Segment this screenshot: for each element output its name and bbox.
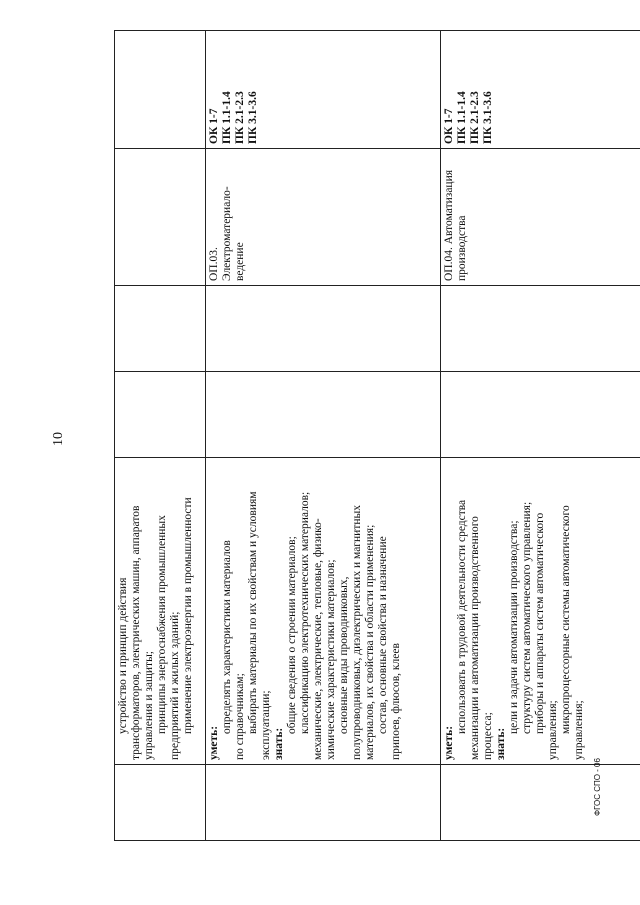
discipline-line: Электроматериало- bbox=[221, 186, 233, 281]
knowledge-line: структуру систем автоматического управления; bbox=[521, 501, 533, 734]
discipline-line: ОП.03. bbox=[208, 247, 220, 281]
cell-index bbox=[441, 765, 640, 841]
knowledge-line: полупроводниковых, диэлектрических и магнитных bbox=[351, 505, 363, 760]
competency-list bbox=[443, 35, 495, 144]
knowledge-line: выбирать материалы по их свойствам и условиям bbox=[247, 491, 259, 734]
knowledge-line: использовать в трудовой деятельности средства bbox=[456, 499, 468, 734]
cell-max-load bbox=[115, 372, 206, 458]
cell-competencies bbox=[206, 31, 441, 149]
cell-knowledge bbox=[115, 458, 206, 765]
cell-competencies bbox=[115, 31, 206, 149]
knowledge-line: предприятий и жилых зданий; bbox=[169, 611, 181, 760]
knowledge-line: основные виды проводниковых, bbox=[338, 576, 350, 734]
competency-code: ПК 1.1-1.4 bbox=[456, 91, 468, 144]
knowledge-line: механизации и автоматизации производственного bbox=[469, 516, 481, 760]
discipline-name bbox=[208, 153, 247, 281]
cell-hours bbox=[206, 286, 441, 372]
knowledge-heading: знать: bbox=[495, 727, 507, 760]
competency-code: ПК 3.1-3.6 bbox=[482, 91, 494, 144]
knowledge-line: трансформаторов, электрических машин, аппаратов bbox=[130, 505, 142, 760]
cell-discipline bbox=[115, 149, 206, 286]
cell-discipline bbox=[441, 149, 640, 286]
table-row-op03 bbox=[206, 31, 441, 841]
knowledge-line: материалов, их свойства и области применения; bbox=[364, 524, 376, 760]
competency-list bbox=[208, 35, 260, 144]
knowledge-heading: знать: bbox=[273, 727, 285, 760]
knowledge-line: микропроцессорные системы автоматического bbox=[560, 505, 572, 734]
knowledge-line: процесса; bbox=[482, 712, 494, 760]
cell-hours bbox=[441, 286, 640, 372]
table-row-electrical-tail bbox=[115, 31, 206, 841]
knowledge-line: принципы энергоснабжения промышленных bbox=[156, 515, 168, 734]
knowledge-line: химические характеристики материалов; bbox=[325, 559, 337, 760]
knowledge-line: состав, основные свойства и назначение bbox=[377, 536, 389, 734]
knowledge-line: общие сведения о строении материалов; bbox=[286, 536, 298, 734]
competency-code: ПК 2.1-2.3 bbox=[234, 91, 246, 144]
table-row-op04 bbox=[441, 31, 640, 841]
knowledge-line: цели и задачи автоматизации производства; bbox=[508, 520, 520, 734]
curriculum-table bbox=[114, 30, 640, 841]
knowledge-heading: уметь: bbox=[208, 725, 220, 760]
knowledge-line: приборы и аппараты систем автоматического bbox=[534, 512, 546, 734]
competency-code: ПК 3.1-3.6 bbox=[247, 91, 259, 144]
knowledge-line: классификацию электротехнических материалов; bbox=[299, 491, 311, 734]
knowledge-line: управления; bbox=[547, 700, 559, 760]
page-number: 10 bbox=[51, 432, 66, 446]
knowledge-heading: уметь: bbox=[443, 725, 455, 760]
discipline-line: производства bbox=[456, 215, 468, 281]
cell-max-load bbox=[441, 372, 640, 458]
knowledge-line: припоев, флюсов, клеев bbox=[390, 643, 402, 760]
cell-index bbox=[115, 765, 206, 841]
knowledge-line: по справочникам; bbox=[234, 673, 246, 760]
competency-code: ПК 1.1-1.4 bbox=[221, 91, 233, 144]
discipline-name bbox=[443, 153, 469, 281]
curriculum-table-rotated bbox=[114, 31, 640, 841]
cell-competencies bbox=[441, 31, 640, 149]
cell-max-load bbox=[206, 372, 441, 458]
knowledge-list bbox=[208, 462, 403, 760]
discipline-line: ведение bbox=[234, 242, 246, 281]
knowledge-line: механические, электрические, тепловые, физико- bbox=[312, 518, 324, 760]
cell-index bbox=[206, 765, 441, 841]
cell-hours bbox=[115, 286, 206, 372]
cell-knowledge bbox=[441, 458, 640, 765]
knowledge-line: устройство и принцип действия bbox=[117, 577, 129, 734]
cell-discipline bbox=[206, 149, 441, 286]
discipline-line: ОП.04. Автоматизация bbox=[443, 169, 455, 281]
competency-code: ОК 1-7 bbox=[443, 108, 455, 144]
knowledge-line: управления; bbox=[573, 700, 585, 760]
cell-knowledge bbox=[206, 458, 441, 765]
footer-code: ФГОС СПО - 06 bbox=[593, 758, 602, 816]
competency-code: ОК 1-7 bbox=[208, 108, 220, 144]
competency-code: ПК 2.1-2.3 bbox=[469, 91, 481, 144]
knowledge-line: эксплуатации; bbox=[260, 690, 272, 760]
knowledge-line: управления и защиты; bbox=[143, 651, 155, 760]
knowledge-list bbox=[443, 462, 586, 760]
knowledge-list bbox=[117, 462, 195, 760]
knowledge-line: определять характеристики материалов bbox=[221, 540, 233, 734]
knowledge-line: применение электроэнергии в промышленности bbox=[182, 497, 194, 734]
